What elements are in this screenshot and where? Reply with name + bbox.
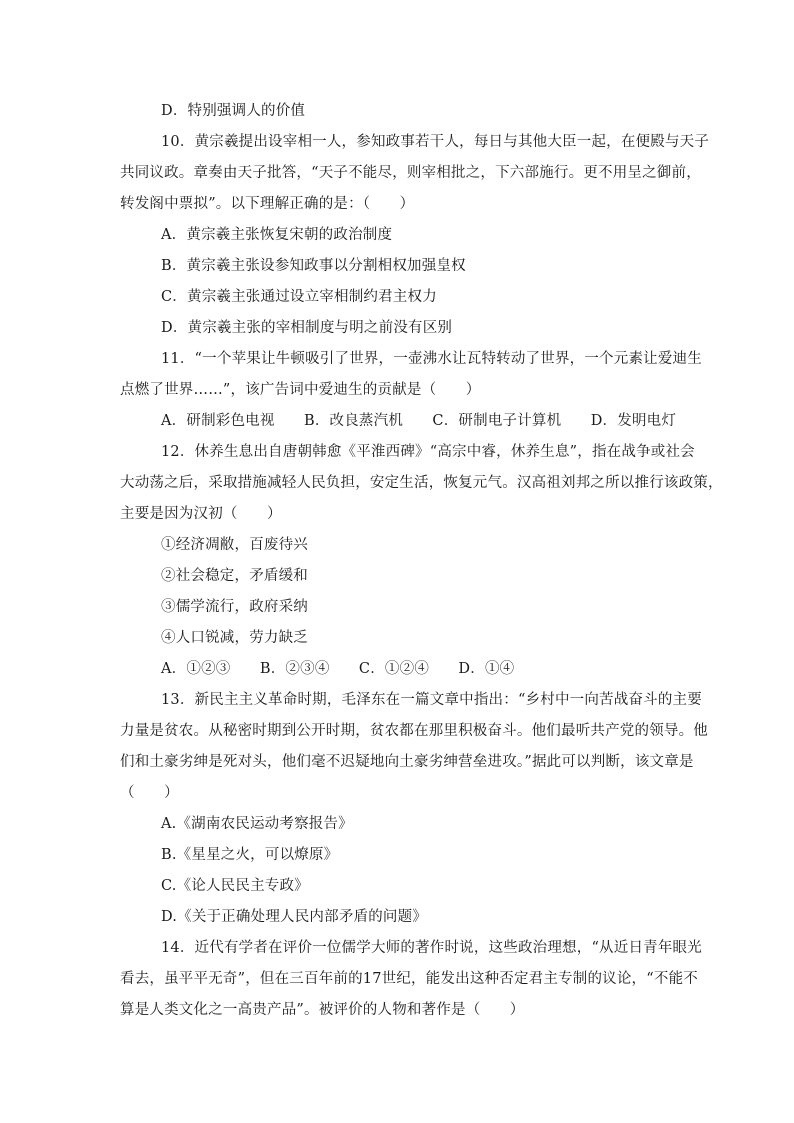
q14-stem-line-1: 14．近代有学者在评价一位儒学大师的著作时说，这些政治理想，“从近日青年眼光 <box>161 940 702 956</box>
q13-option-a: A.《湖南农民运动考察报告》 <box>161 816 353 832</box>
q12-item-4: ④人口锐减，劳力缺乏 <box>161 630 308 646</box>
q10-option-a: A．黄宗羲主张恢复宋朝的政治制度 <box>161 227 393 243</box>
q13-option-b: B.《星星之火，可以燎原》 <box>161 847 339 863</box>
q10-stem-line-1: 10．黄宗羲提出设宰相一人，参知政事若干人，每日与其他大臣一起，在便殿与天子 <box>161 134 710 150</box>
q13-option-c: C.《论人民民主专政》 <box>161 878 309 894</box>
q10-option-b: B．黄宗羲主张设参知政事以分割相权加强皇权 <box>161 258 466 274</box>
q13-stem-line-4: （ ） <box>120 785 179 801</box>
q12-item-1: ①经济凋敝，百废待兴 <box>161 537 308 553</box>
q13-option-d: D.《关于正确处理人民内部矛盾的问题》 <box>161 909 428 925</box>
q12-stem-line-2: 大动荡之后，采取措施减轻人民负担，安定生活，恢复元气。汉高祖刘邦之所以推行该政策， <box>120 475 723 491</box>
q14-stem-line-3: 算是人类文化之一高贵产品”。被评价的人物和著作是（ ） <box>120 1002 525 1018</box>
q10-option-d: D．黄宗羲主张的宰相制度与明之前没有区别 <box>161 320 453 336</box>
q13-stem-line-2: 力量是贫农。从秘密时期到公开时期，贫农都在那里积极奋斗。他们最听共产党的领导。他 <box>120 723 708 739</box>
q11-stem-line-2: 点燃了世界……”，该广告词中爱迪生的贡献是（ ） <box>120 382 481 398</box>
q10-stem-line-3: 转发阁中票拟”。以下理解正确的是：（ ） <box>120 196 415 212</box>
q10-stem-line-2: 共同议政。章奏由天子批答，“天子不能尽，则宰相批之，下六部施行。更不用呈之御前， <box>120 165 701 181</box>
q13-stem-line-3: 们和土豪劣绅是死对头，他们毫不迟疑地向土豪劣绅营垒进攻。”据此可以判断，该文章是 <box>120 754 694 770</box>
q9-option-d: D．特别强调人的价值 <box>161 103 306 119</box>
q11-stem-line-1: 11．“一个苹果让牛顿吸引了世界，一壶沸水让瓦特转动了世界，一个元素让爱迪生 <box>161 351 702 367</box>
q12-item-2: ②社会稳定，矛盾缓和 <box>161 568 308 584</box>
q12-stem-line-3: 主要是因为汉初（ ） <box>120 506 282 522</box>
q13-stem-line-1: 13．新民主主义革命时期，毛泽东在一篇文章中指出：“乡村中一向苦战奋斗的主要 <box>161 692 702 708</box>
q12-options: A．①②③ B．②③④ C．①②④ D．①④ <box>161 661 515 677</box>
q12-item-3: ③儒学流行，政府采纳 <box>161 599 308 615</box>
q11-options: A．研制彩色电视 B．改良蒸汽机 C．研制电子计算机 D．发明电灯 <box>161 413 677 429</box>
q14-stem-line-2: 看去，虽平平无奇”，但在三百年前的17世纪，能发出这种否定君主专制的议论，“不能不 <box>120 971 698 987</box>
q12-stem-line-1: 12．休养生息出自唐朝韩愈《平淮西碑》“高宗中睿，休养生息”，指在战争或社会 <box>161 444 695 460</box>
q10-option-c: C．黄宗羲主张通过设立宰相制约君主权力 <box>161 289 437 305</box>
